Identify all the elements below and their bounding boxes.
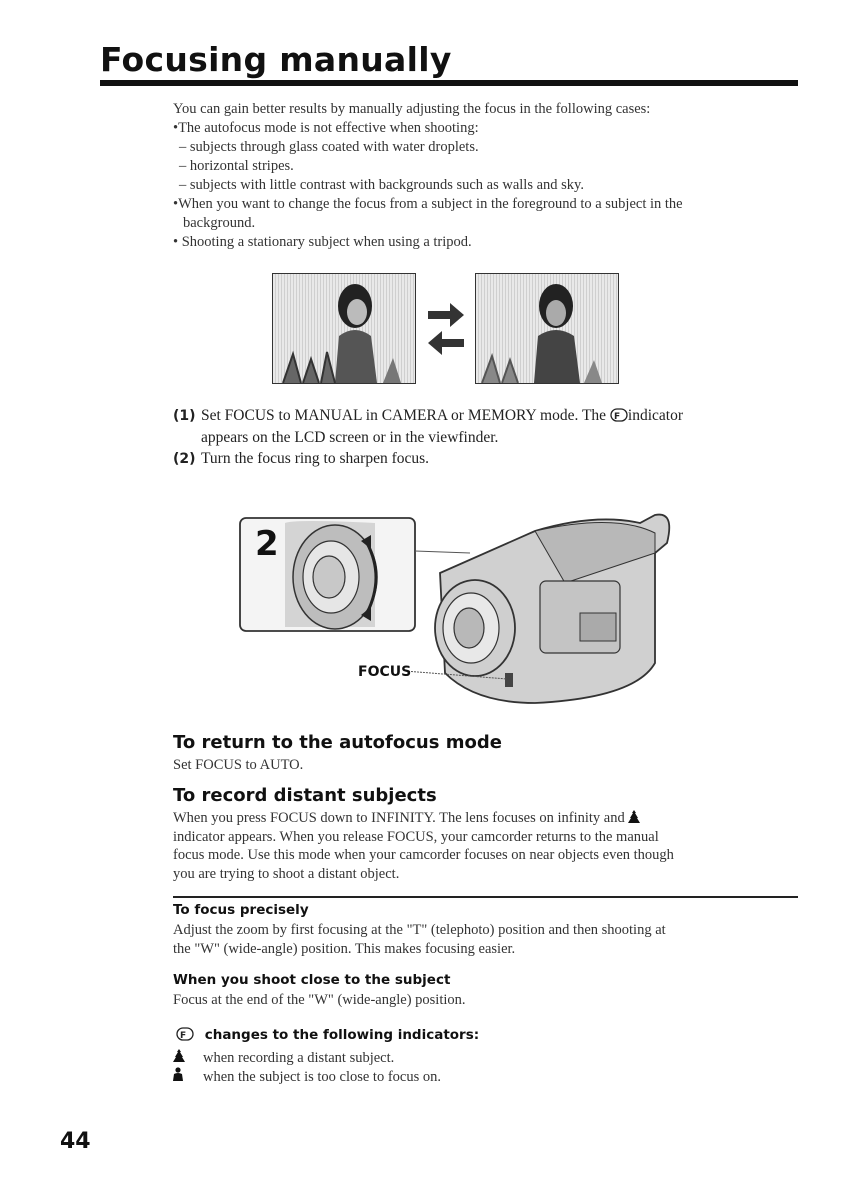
close-line: Focus at the end of the "W" (wide-angle) position. — [173, 992, 466, 1008]
distant-line-3: focus mode. Use this mode when your camcorder focuses on near objects even though — [173, 847, 674, 863]
distant-heading: To record distant subjects — [173, 785, 437, 806]
autofocus-line: Set FOCUS to AUTO. — [173, 757, 304, 773]
indicator-item-1-text: when recording a distant subject. — [203, 1050, 395, 1066]
page-title: Focusing manually — [100, 40, 452, 79]
focused-photo — [475, 273, 619, 384]
step-1 — [173, 405, 813, 427]
indicators-heading-text: changes to the following indicators: — [204, 1027, 480, 1043]
svg-text:F: F — [180, 1031, 187, 1041]
blurry-photo — [272, 273, 416, 384]
intro-text — [173, 100, 813, 252]
manual-focus-icon — [610, 408, 628, 422]
intro-bullet-3: • Shooting a stationary subject when using a tripod. — [173, 234, 472, 250]
infinity-mountain-icon — [628, 810, 640, 823]
intro-sub-2: – horizontal stripes. — [179, 158, 294, 174]
page-number: 44 — [60, 1129, 91, 1154]
intro-bullet-2: •When you want to change the focus from a subject in the foreground to a subject in the — [173, 196, 683, 212]
intro-bullet-1: •The autofocus mode is not effective when shooting: — [173, 120, 479, 136]
distant-line-2: indicator appears. When you release FOCUS, your camcorder returns to the manual — [173, 828, 659, 845]
intro-sub-3: – subjects with little contrast with backgrounds such as walls and sky. — [179, 177, 584, 193]
section-divider — [173, 896, 798, 898]
manual-focus-icon — [176, 1027, 194, 1041]
distant-text — [173, 809, 813, 883]
swap-arrows-icon — [424, 297, 468, 355]
distant-line-4: you are trying to shoot a distant object. — [173, 865, 400, 882]
distant-line-1-text: When you press FOCUS down to INFINITY. The lens focuses on infinity and — [173, 810, 629, 826]
step-1-text-tail: indicator — [627, 407, 684, 424]
camcorder-illustration — [235, 493, 685, 723]
autofocus-text — [173, 756, 813, 775]
close-heading: When you shoot close to the subject — [173, 972, 451, 988]
focus-switch-label: FOCUS — [358, 664, 412, 680]
intro-bullet-2-cont: background. — [183, 215, 256, 231]
indicators-heading — [176, 1027, 479, 1043]
too-close-person-icon — [173, 1067, 183, 1081]
step-1-cont: appears on the LCD screen or in the viewfinder. — [201, 429, 499, 446]
step-1-number: (1) — [173, 408, 196, 424]
svg-text:F: F — [613, 412, 621, 422]
step-2-text: Turn the focus ring to sharpen focus. — [201, 450, 430, 467]
indicator-item-distant — [173, 1049, 394, 1067]
infinity-mountain-icon — [173, 1049, 185, 1062]
close-text — [173, 991, 813, 1010]
figure-step-number: 2 — [255, 524, 279, 564]
title-rule — [100, 80, 798, 86]
intro-sub-1: – subjects through glass coated with water droplets. — [179, 139, 479, 155]
precise-text — [173, 921, 813, 958]
intro-lead: You can gain better results by manually adjusting the focus in the following cases: — [173, 101, 651, 117]
precise-line-2: the "W" (wide-angle) position. This makes focusing easier. — [173, 940, 516, 957]
step-2 — [173, 448, 813, 470]
indicator-item-close — [173, 1067, 441, 1086]
autofocus-heading: To return to the autofocus mode — [173, 732, 502, 753]
precise-heading: To focus precisely — [173, 902, 309, 918]
distant-line-1 — [173, 809, 813, 828]
steps — [173, 405, 813, 470]
step-2-number: (2) — [173, 451, 196, 467]
precise-line-1: Adjust the zoom by first focusing at the "T" (telephoto) position and then shooting at — [173, 922, 666, 938]
indicator-item-2-text: when the subject is too close to focus on. — [203, 1069, 441, 1085]
step-1-text: Set FOCUS to MANUAL in CAMERA or MEMORY mode. The — [201, 407, 610, 424]
